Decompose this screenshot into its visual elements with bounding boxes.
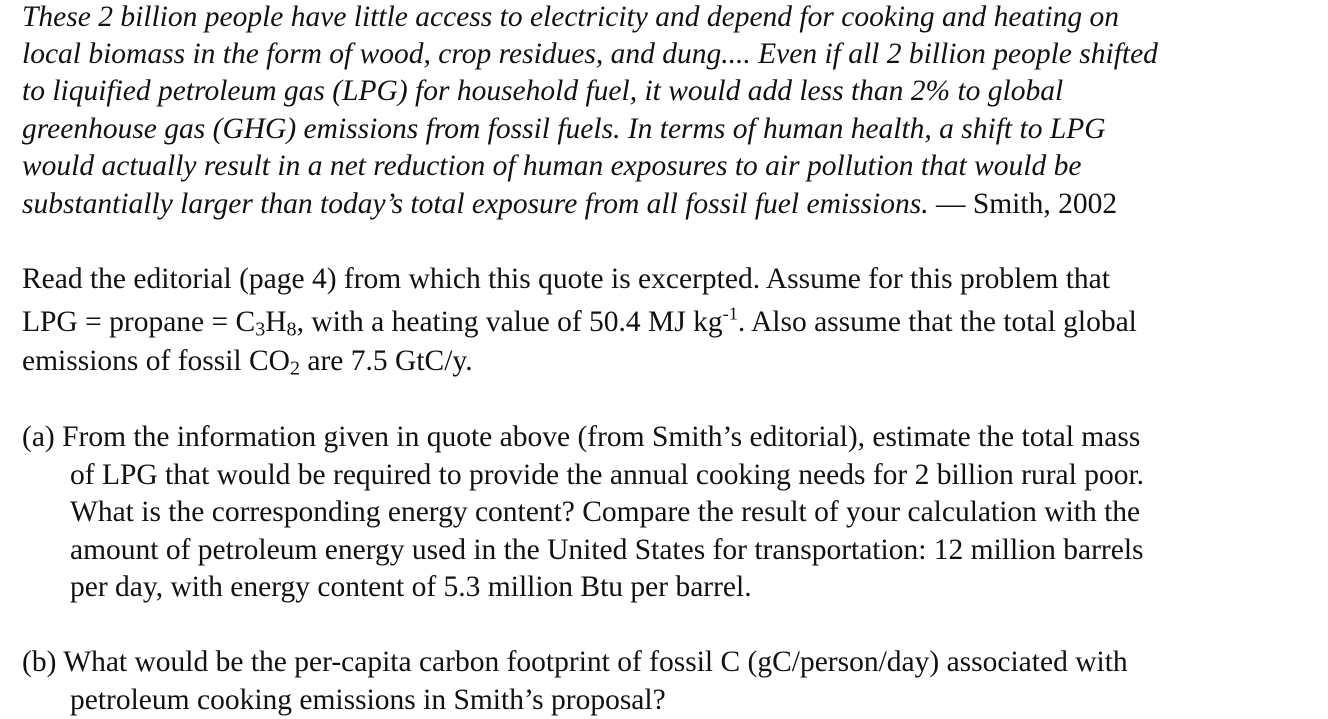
- quote-line-6: [22, 185, 1117, 223]
- intro-line-2: [22, 303, 1137, 341]
- intro-text: H: [265, 306, 287, 338]
- intro-line-1: Read the editorial (page 4) from which this quote is excerpted. Assume for this problem that: [22, 263, 1110, 295]
- quote-line-3: to liquified petroleum gas (LPG) for household fuel, it would add less than 2% to global: [22, 75, 1064, 107]
- quote-line-1: These 2 billion people have little access to electricity and depend for cooking and heating on: [22, 1, 1119, 33]
- intro-text: emissions of fossil CO: [22, 345, 290, 377]
- subscript-2: 2: [289, 357, 301, 380]
- part-a-line-1: [22, 418, 1140, 456]
- subscript-3: 3: [255, 318, 266, 341]
- part-b-label: (b): [22, 646, 64, 678]
- part-a-text: From the information given in quote above (from Smith’s editorial), estimate the total mass: [62, 421, 1141, 453]
- subscript-8: 8: [286, 318, 297, 341]
- quote-line-5: would actually result in a net reduction of human exposures to air pollution that would be: [22, 150, 1082, 182]
- part-a-line-2: of LPG that would be required to provide the annual cooking needs for 2 billion rural poor.: [70, 459, 1145, 491]
- intro-text: . Also assume that the total global: [737, 306, 1137, 338]
- part-a-label: (a): [22, 421, 63, 453]
- quote-line-2: local biomass in the form of wood, crop residues, and dung.... Even if all 2 billion people shifted: [22, 38, 1158, 70]
- intro-text: , with a heating value of 50.4 MJ kg: [296, 306, 723, 338]
- intro-line-3: [22, 342, 473, 380]
- intro-text: LPG = propane = C: [22, 306, 256, 338]
- part-b-line-1: [22, 643, 1128, 681]
- quote-line-4: greenhouse gas (GHG) emissions from fossil fuels. In terms of human health, a shift to LPG: [22, 113, 1106, 145]
- superscript-minus-1: -1: [722, 303, 738, 324]
- part-a-line-5: per day, with energy content of 5.3 million Btu per barrel.: [70, 571, 752, 603]
- part-a-line-3: What is the corresponding energy content? Compare the result of your calculation with the: [70, 496, 1141, 528]
- part-b-line-2: petroleum cooking emissions in Smith’s proposal?: [70, 684, 666, 716]
- part-a-line-4: amount of petroleum energy used in the United States for transportation: 12 million barrels: [70, 534, 1144, 566]
- quote-last-text: substantially larger than today’s total exposure from all fossil fuel emissions.: [22, 188, 929, 220]
- part-b-text: What would be the per-capita carbon footprint of fossil C (gC/person/day) associated with: [63, 646, 1128, 678]
- intro-text: are 7.5 GtC/y.: [300, 345, 473, 377]
- quote-attribution: — Smith, 2002: [928, 188, 1118, 220]
